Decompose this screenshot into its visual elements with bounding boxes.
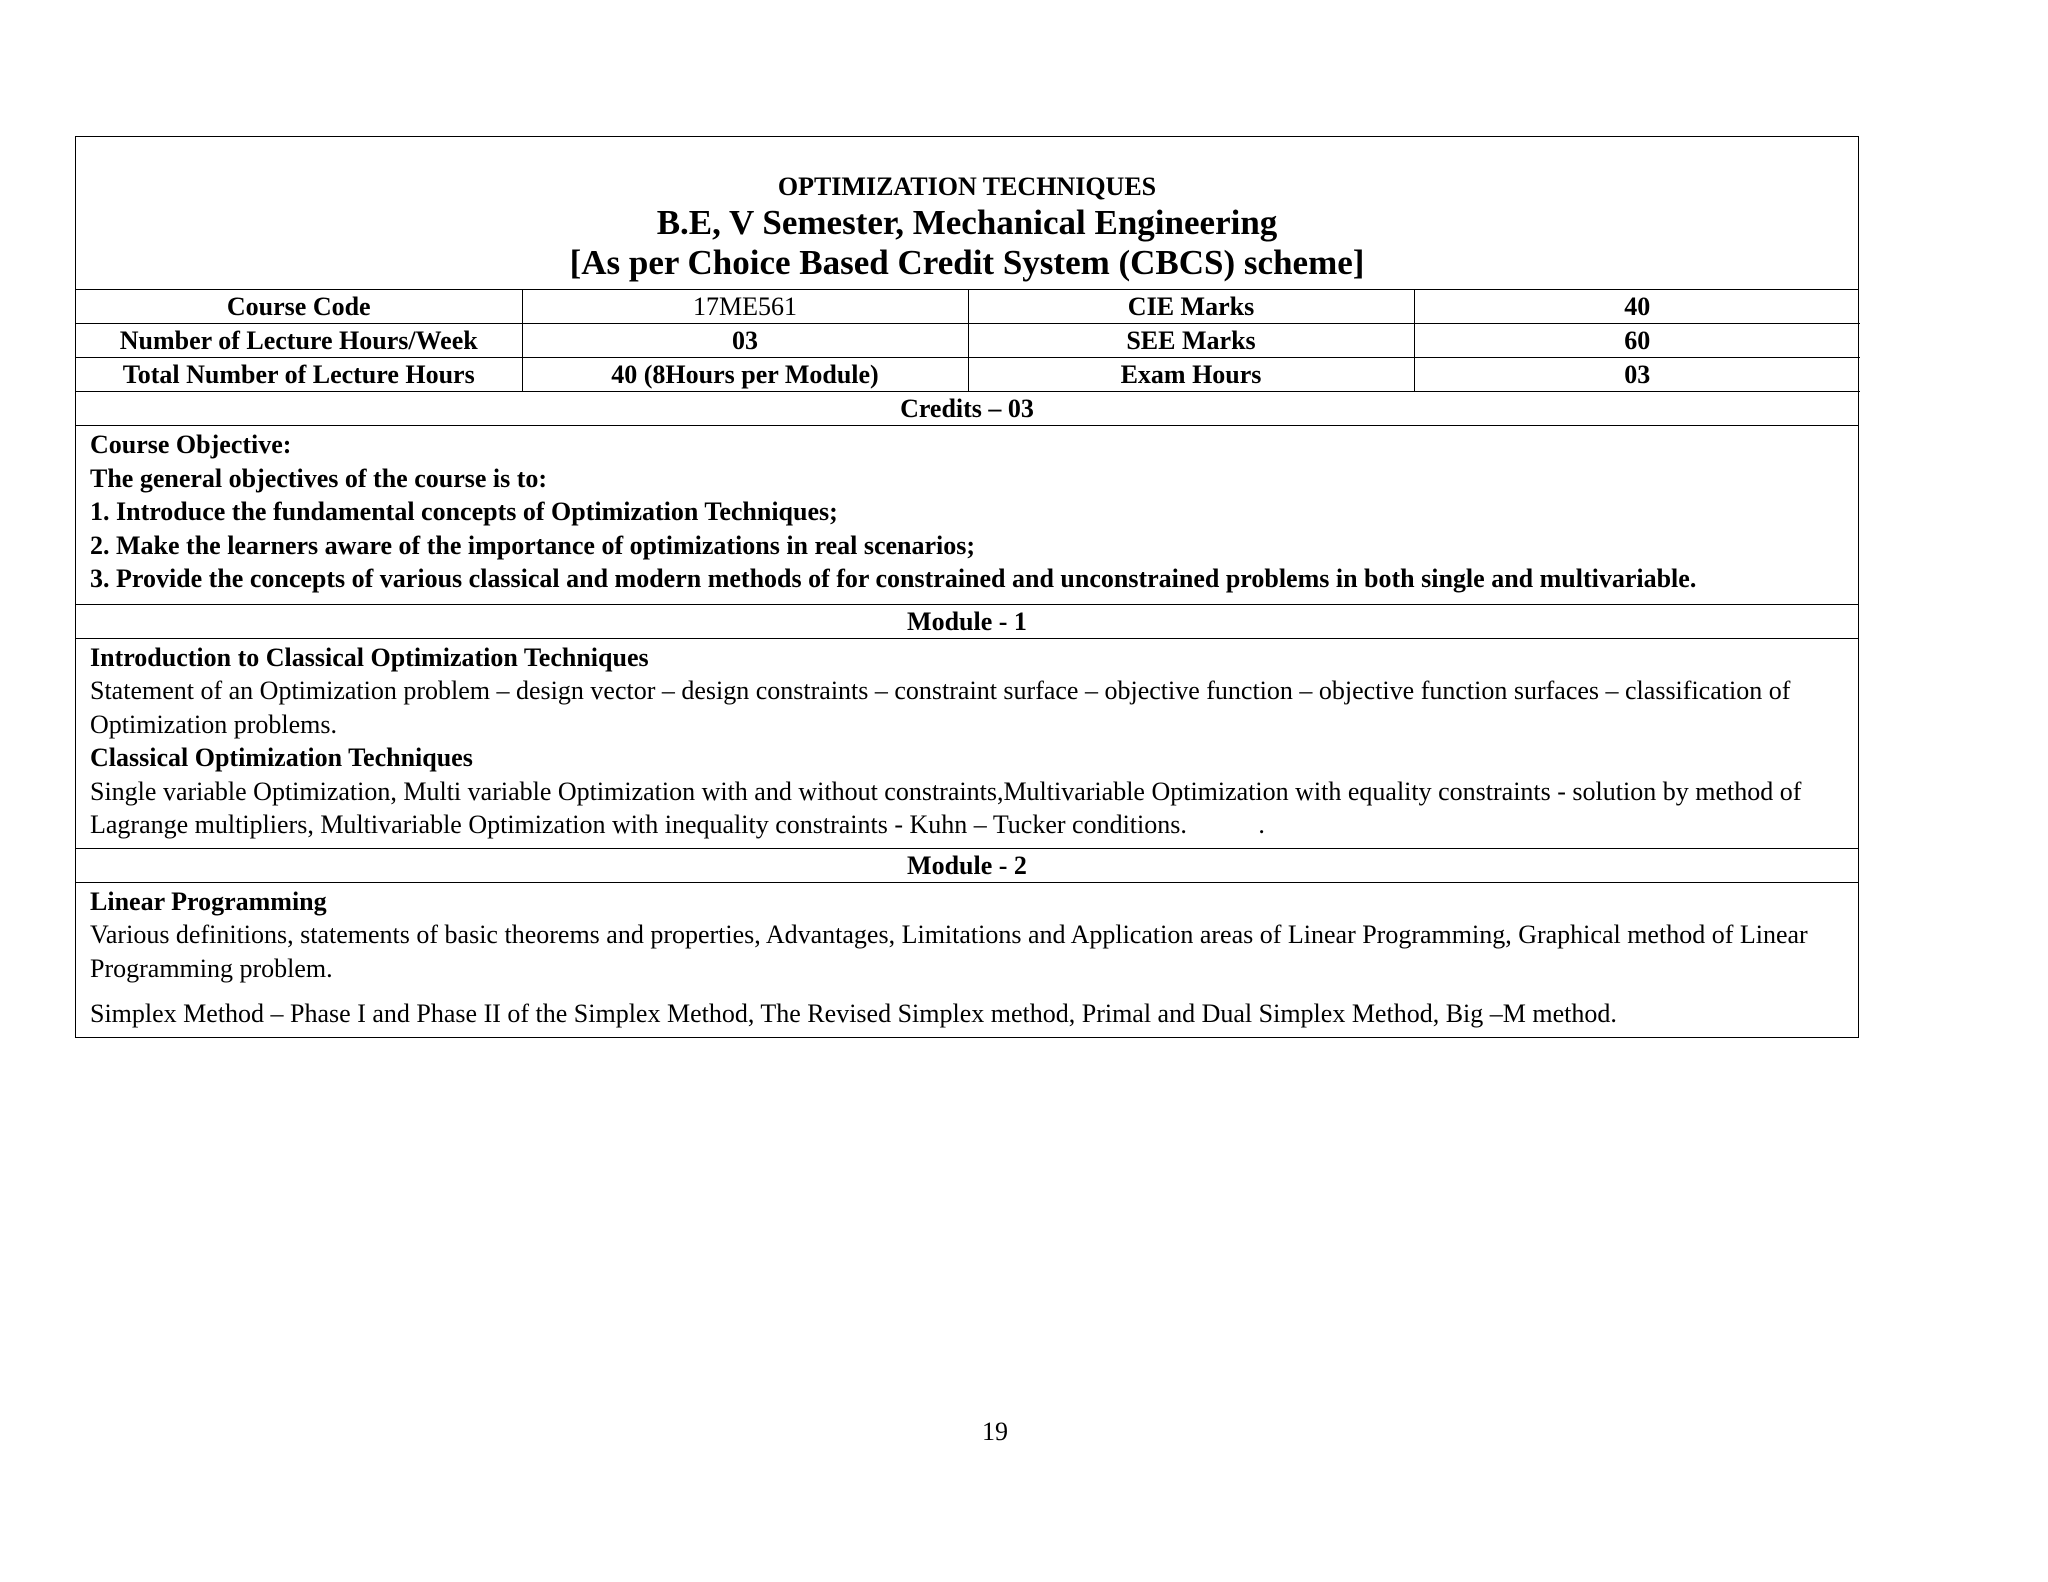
lecture-hours-week-value: 03 [522,324,968,358]
module-text: Statement of an Optimization problem – design vector – design constraints – constraint surface – objective function – objective function surfaces – classification of Optimization problems. [90,676,1791,739]
module-text: Various definitions, statements of basic theorems and properties, Advantages, Limitations and Application areas of Linear Programming, Graphical method of Linear Programming problem. [90,920,1808,983]
objective-item: 1. Introduce the fundamental concepts of Optimization Techniques; [90,497,838,526]
cie-marks-label: CIE Marks [968,290,1414,324]
course-objective [76,426,1858,605]
course-title: OPTIMIZATION TECHNIQUES [777,172,1157,201]
see-marks-value: 60 [1414,324,1860,358]
table-row [76,358,1860,392]
exam-hours-value: 03 [1414,358,1860,392]
module-1-content [76,639,1858,849]
program-title: B.E, V Semester, Mechanical Engineering [656,203,1278,242]
table-row [76,290,1860,324]
course-code-value: 17ME561 [522,290,968,324]
objective-item: 3. Provide the concepts of various classical and modern methods of for constrained and unconstrained problems in both single and multivariable. [90,564,1697,593]
syllabus-table [75,136,1859,1038]
module-topic: Classical Optimization Techniques [90,743,473,772]
total-lecture-hours-value: 40 (8Hours per Module) [522,358,968,392]
module-topic: Introduction to Classical Optimization Techniques [90,642,649,672]
credits-row: Credits – 03 [76,392,1858,426]
module-1-heading: Module - 1 [76,605,1858,639]
module-2-content [76,883,1858,1037]
scheme-title: [As per Choice Based Credit System (CBCS) scheme] [569,243,1365,282]
cie-marks-value: 40 [1414,290,1860,324]
module-topic: Linear Programming [90,886,327,916]
lecture-hours-week-label: Number of Lecture Hours/Week [76,324,522,358]
module-text: Single variable Optimization, Multi variable Optimization with and without constraints,Multivariable Optimization with equality constraints - solution by method of Lagrange multipliers, Multivariable Optimization with inequality constraints - Kuhn – Tucker conditions. . [90,776,1808,839]
total-lecture-hours-label: Total Number of Lecture Hours [76,358,522,392]
table-row [76,324,1860,358]
course-code-label: Course Code [76,290,522,324]
exam-hours-label: Exam Hours [968,358,1414,392]
course-header [76,137,1858,290]
see-marks-label: SEE Marks [968,324,1414,358]
module-2-heading: Module - 2 [76,849,1858,883]
objective-item: 2. Make the learners aware of the importance of optimizations in real scenarios; [90,530,976,560]
module-text: Simplex Method – Phase I and Phase II of the Simplex Method, The Revised Simplex method, Primal and Dual Simplex Method, Big –M method. [90,999,1617,1028]
objective-intro: The general objectives of the course is to: [90,463,548,493]
objective-heading: Course Objective: [90,430,292,459]
page-number: 19 [982,1417,1008,1446]
course-info-table [76,290,1860,392]
